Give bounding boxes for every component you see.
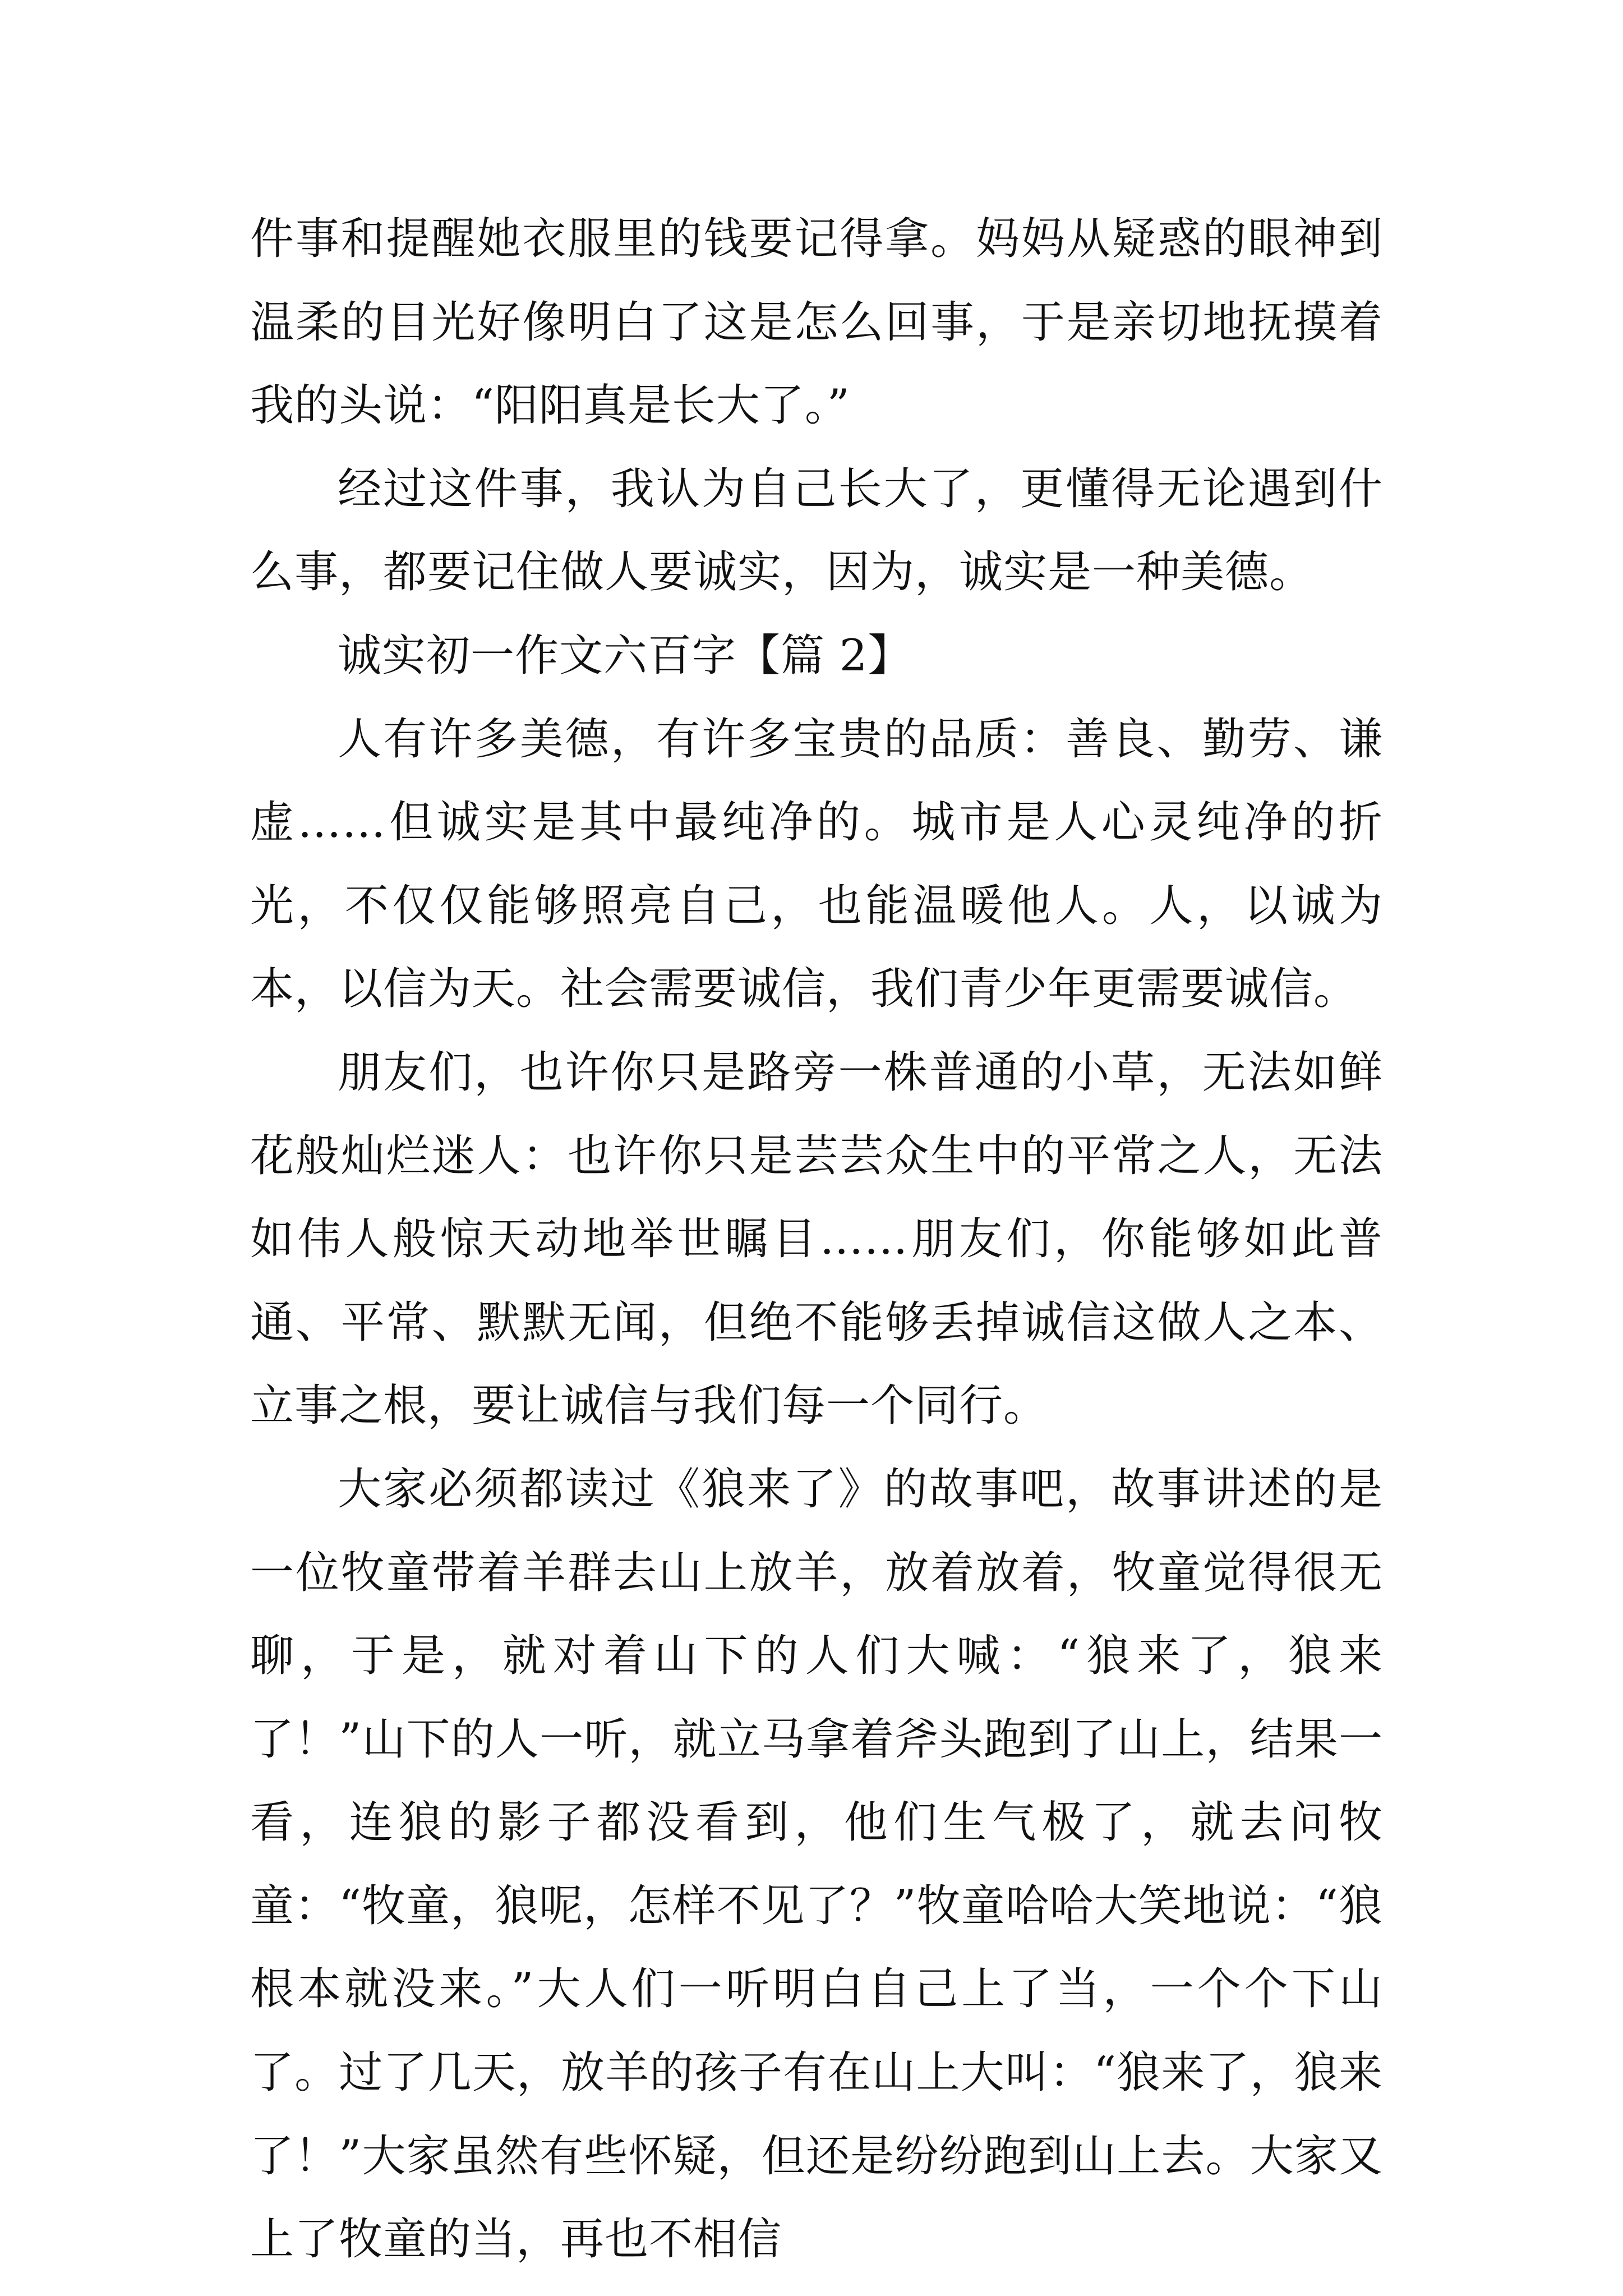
- paragraph-continuation: 件事和提醒她衣服里的钱要记得拿。妈妈从疑惑的眼神到温柔的目光好像明白了这是怎么回事，于是亲切地抚摸着我的头说：“阳阳真是长大了。”: [250, 214, 1383, 431]
- section-heading: 诚实初一作文六百字【篇 2】: [338, 630, 912, 681]
- paragraph-conclusion: 经过这件事，我认为自己长大了，更懂得无论遇到什么事，都要记住做人要诚实，因为，诚实是一种美德。: [250, 463, 1383, 598]
- paragraph-friends: 朋友们，也许你只是路旁一株普通的小草，无法如鲜花般灿烂迷人：也许你只是芸芸众生中的平常之人，无法如伟人般惊天动地举世瞩目……朋友们，你能够如此普通、平常、默默无闻，但绝不能够丢掉诚信这做人之本、立事之根，要让诚信与我们每一个同行。: [250, 1047, 1383, 1432]
- paragraph-wolf-story: 大家必须都读过《狼来了》的故事吧，故事讲述的是一位牧童带着羊群去山上放羊，放着放着，牧童觉得很无聊，于是，就对着山下的人们大喊：“狼来了，狼来了！”山下的人一听，就立马拿着斧头跑到了山上，结果一看，连狼的影子都没看到，他们生气极了，就去问牧童：“牧童，狼呢，怎样不见了？”牧童哈哈大笑地说：“狼根本就没来。”大人们一听明白自己上了当，一个个下山了。过了几天，放羊的孩子有在山上大叫：“狼来了，狼来了！”大家虽然有些怀疑，但还是纷纷跑到山上去。大家又上了牧童的当，再也不相信: [250, 1464, 1383, 2265]
- document-body: [250, 197, 1383, 2281]
- paragraph-virtues: 人有许多美德，有许多宝贵的品质：善良、勤劳、谦虚……但诚实是其中最纯净的。城市是人心灵纯净的折光，不仅仅能够照亮自己，也能温暖他人。人，以诚为本，以信为天。社会需要诚信，我们青少年更需要诚信。: [250, 714, 1383, 1015]
